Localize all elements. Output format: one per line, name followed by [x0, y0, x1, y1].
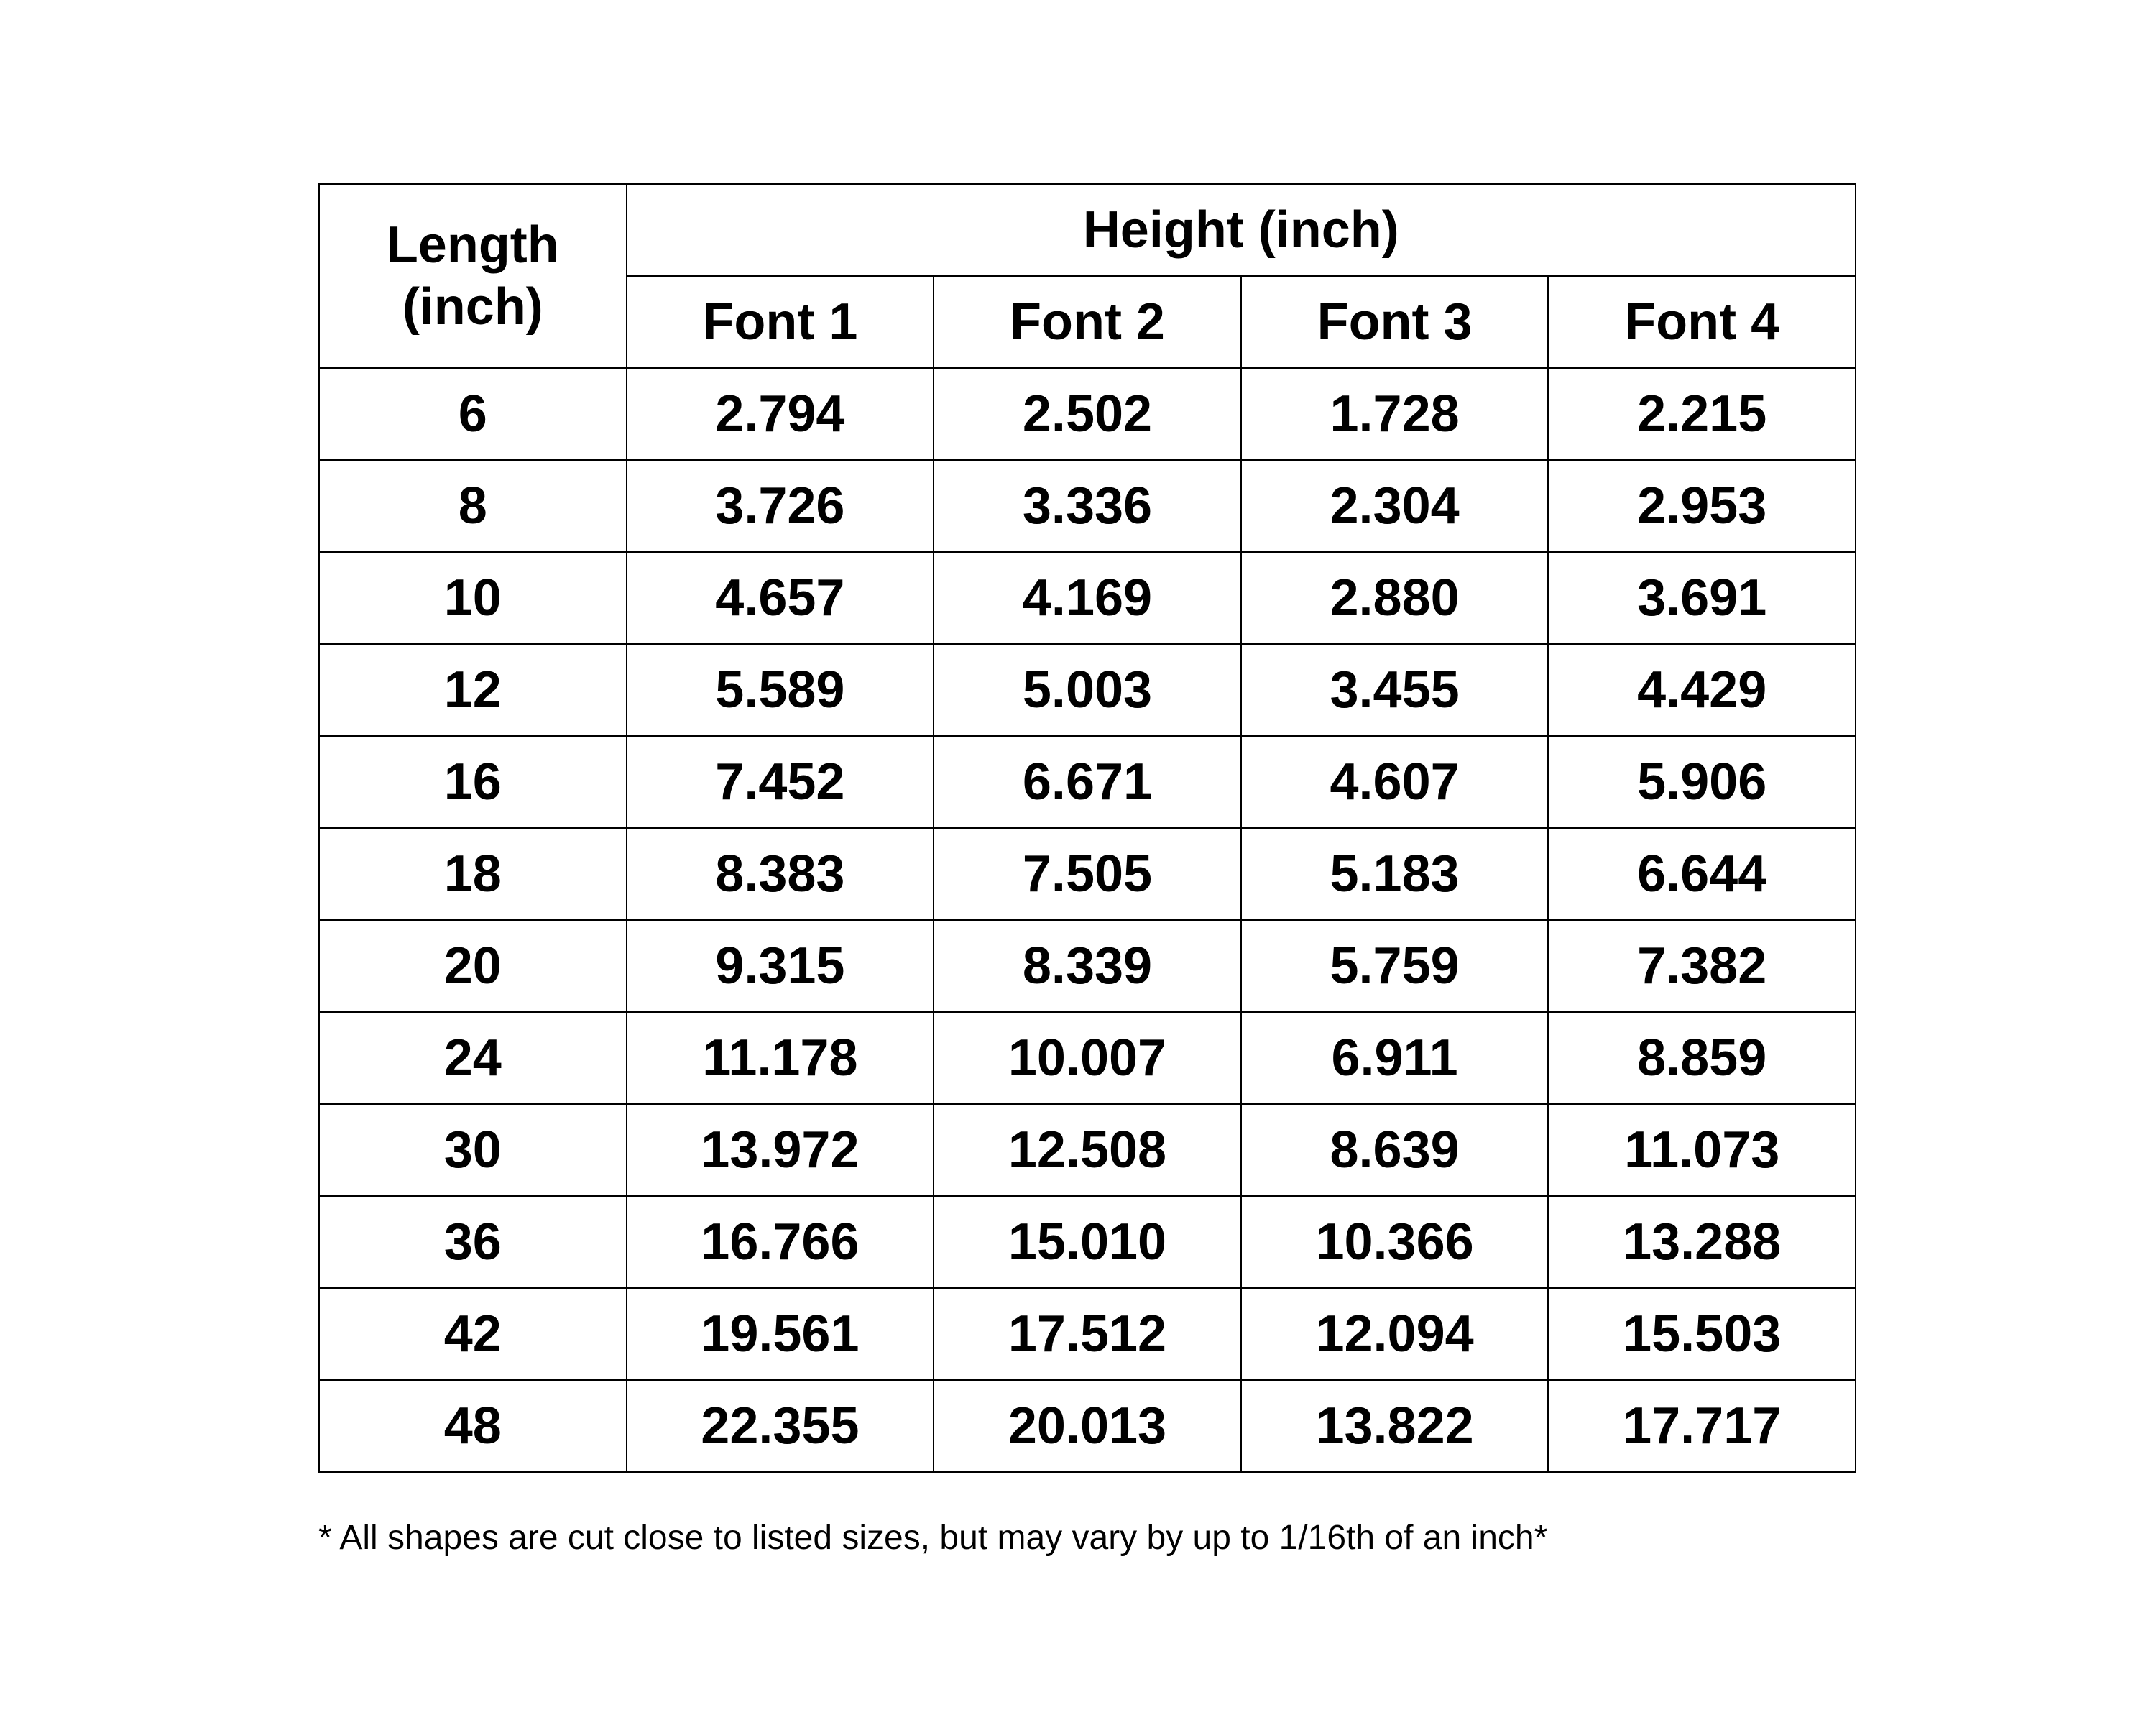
height-cell: 8.339 — [934, 920, 1241, 1012]
length-header — [319, 184, 627, 368]
height-cell: 7.505 — [934, 828, 1241, 920]
size-chart-table — [318, 183, 1856, 1473]
height-cell: 11.073 — [1548, 1104, 1856, 1196]
height-cell: 16.766 — [627, 1196, 934, 1288]
height-cell: 2.880 — [1241, 552, 1549, 644]
height-cell: 9.315 — [627, 920, 934, 1012]
height-cell: 1.728 — [1241, 368, 1549, 460]
height-cell: 4.429 — [1548, 644, 1856, 736]
table-body — [319, 368, 1856, 1472]
height-cell: 8.383 — [627, 828, 934, 920]
table-row — [319, 920, 1856, 1012]
font-column-header: Font 4 — [1548, 276, 1856, 368]
height-cell: 2.215 — [1548, 368, 1856, 460]
height-cell: 11.178 — [627, 1012, 934, 1104]
header-row-top — [319, 184, 1856, 276]
table-row — [319, 1012, 1856, 1104]
footnote: * All shapes are cut close to listed sizes, but may vary by up to 1/16th of an inch* — [318, 1519, 1548, 1557]
height-cell: 5.759 — [1241, 920, 1549, 1012]
height-cell: 13.822 — [1241, 1380, 1549, 1472]
length-header-line2: (inch) — [402, 278, 543, 336]
table-row — [319, 1380, 1856, 1472]
height-cell: 10.366 — [1241, 1196, 1549, 1288]
height-cell: 8.859 — [1548, 1012, 1856, 1104]
length-cell: 10 — [319, 552, 627, 644]
height-cell: 3.455 — [1241, 644, 1549, 736]
table-row — [319, 1288, 1856, 1380]
length-cell: 48 — [319, 1380, 627, 1472]
length-cell: 36 — [319, 1196, 627, 1288]
height-cell: 15.010 — [934, 1196, 1241, 1288]
length-header-line1: Length — [386, 216, 559, 274]
font-column-header: Font 3 — [1241, 276, 1549, 368]
height-cell: 5.003 — [934, 644, 1241, 736]
length-cell: 6 — [319, 368, 627, 460]
height-cell: 3.691 — [1548, 552, 1856, 644]
height-header: Height (inch) — [627, 184, 1856, 276]
length-cell: 20 — [319, 920, 627, 1012]
table-row — [319, 368, 1856, 460]
height-cell: 10.007 — [934, 1012, 1241, 1104]
height-cell: 22.355 — [627, 1380, 934, 1472]
length-cell: 24 — [319, 1012, 627, 1104]
table-row — [319, 1104, 1856, 1196]
height-cell: 7.382 — [1548, 920, 1856, 1012]
height-cell: 17.717 — [1548, 1380, 1856, 1472]
height-cell: 13.972 — [627, 1104, 934, 1196]
height-cell: 12.094 — [1241, 1288, 1549, 1380]
height-cell: 20.013 — [934, 1380, 1241, 1472]
table-row — [319, 460, 1856, 552]
table-row — [319, 644, 1856, 736]
table-row — [319, 552, 1856, 644]
height-cell: 15.503 — [1548, 1288, 1856, 1380]
height-cell: 4.169 — [934, 552, 1241, 644]
length-cell: 42 — [319, 1288, 627, 1380]
length-cell: 8 — [319, 460, 627, 552]
height-cell: 2.953 — [1548, 460, 1856, 552]
height-cell: 6.644 — [1548, 828, 1856, 920]
height-cell: 3.336 — [934, 460, 1241, 552]
height-cell: 5.906 — [1548, 736, 1856, 828]
height-cell: 7.452 — [627, 736, 934, 828]
height-cell: 4.607 — [1241, 736, 1549, 828]
height-cell: 17.512 — [934, 1288, 1241, 1380]
height-cell: 5.589 — [627, 644, 934, 736]
font-column-header: Font 2 — [934, 276, 1241, 368]
height-cell: 6.911 — [1241, 1012, 1549, 1104]
height-cell: 4.657 — [627, 552, 934, 644]
length-cell: 16 — [319, 736, 627, 828]
table-header — [319, 184, 1856, 368]
length-cell: 12 — [319, 644, 627, 736]
table-row — [319, 736, 1856, 828]
height-cell: 19.561 — [627, 1288, 934, 1380]
table-row — [319, 828, 1856, 920]
height-cell: 8.639 — [1241, 1104, 1549, 1196]
length-cell: 30 — [319, 1104, 627, 1196]
height-cell: 5.183 — [1241, 828, 1549, 920]
height-cell: 2.794 — [627, 368, 934, 460]
height-cell: 2.304 — [1241, 460, 1549, 552]
height-cell: 13.288 — [1548, 1196, 1856, 1288]
height-cell: 12.508 — [934, 1104, 1241, 1196]
font-column-header: Font 1 — [627, 276, 934, 368]
height-cell: 3.726 — [627, 460, 934, 552]
table-row — [319, 1196, 1856, 1288]
length-cell: 18 — [319, 828, 627, 920]
height-cell: 6.671 — [934, 736, 1241, 828]
height-cell: 2.502 — [934, 368, 1241, 460]
